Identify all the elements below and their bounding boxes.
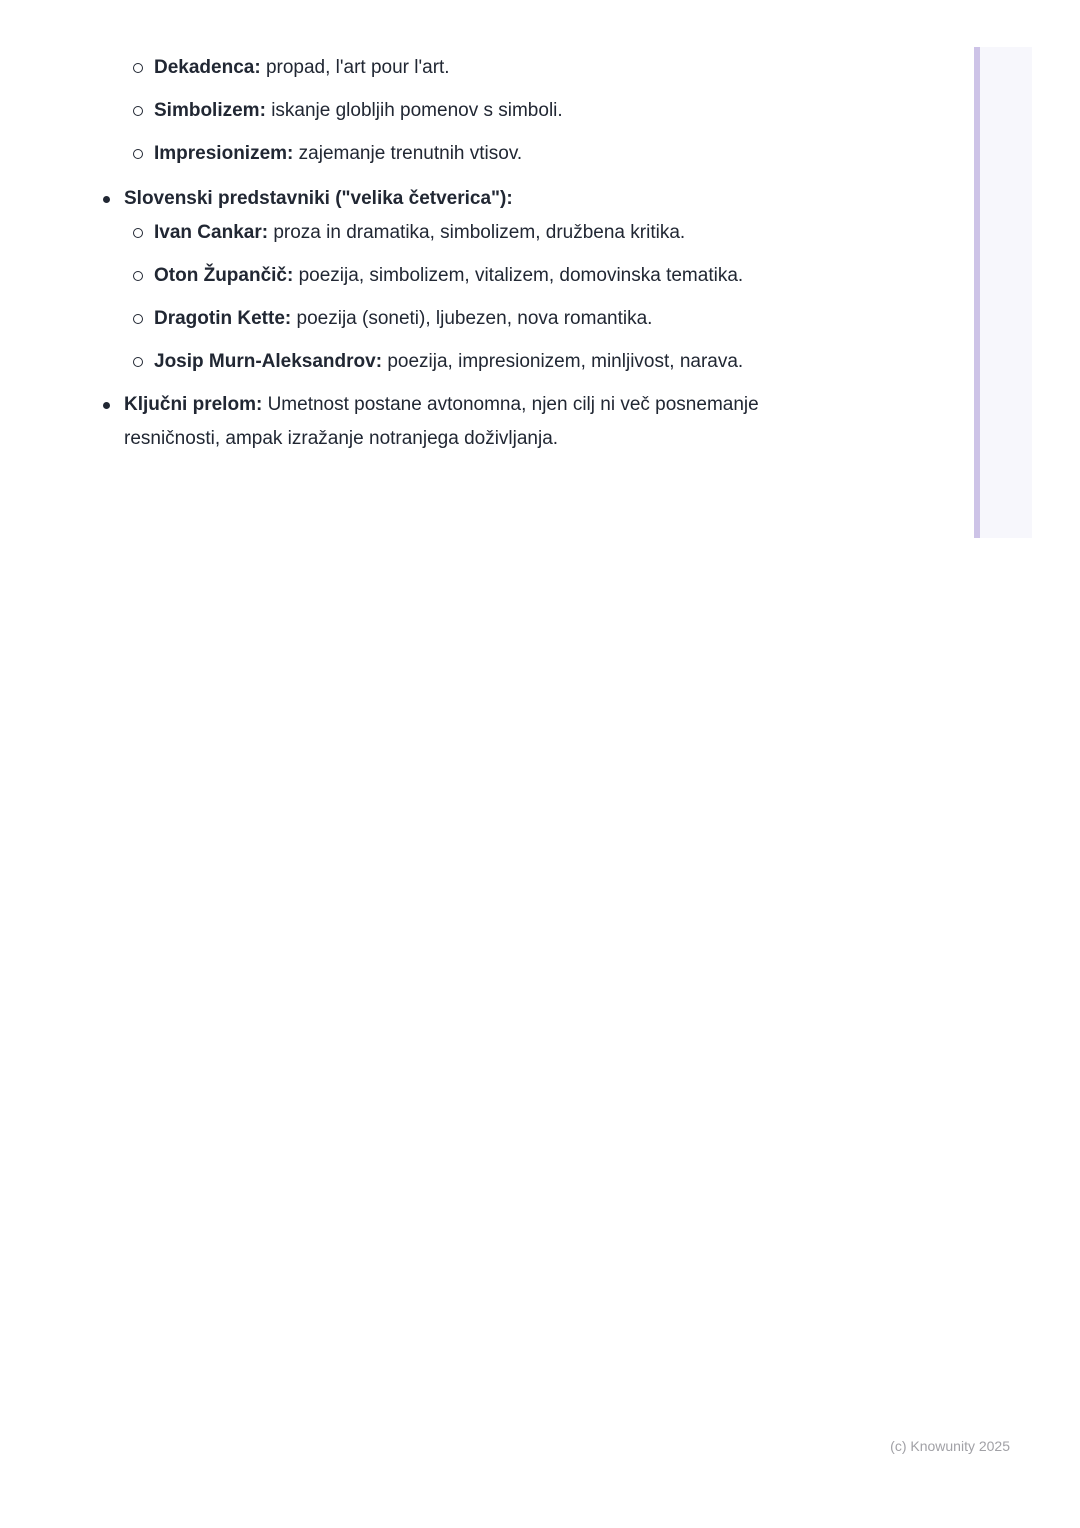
item-description: Umetnost postane avtonomna, njen cilj ni več posnemanje resničnosti, ampak izražanje notranjega doživljanja. — [124, 394, 759, 449]
list-item — [154, 302, 804, 336]
item-term: Josip Murn-Aleksandrov: — [154, 351, 383, 372]
item-term: Ključni prelom: — [124, 394, 263, 415]
list-item — [154, 259, 804, 293]
item-description: zajemanje trenutnih vtisov. — [298, 143, 523, 164]
item-description: propad, l'art pour l'art. — [265, 57, 450, 78]
adjacent-panel-preview — [980, 47, 1032, 538]
main-list — [0, 182, 1080, 456]
item-term: Oton Župančič: — [154, 265, 294, 286]
list-item — [154, 345, 804, 379]
item-term: Dekadenca: — [154, 57, 261, 78]
item-term: Impresionizem: — [154, 143, 294, 164]
item-description: poezija, impresionizem, minljivost, narava. — [387, 351, 744, 372]
list-item — [154, 51, 834, 85]
copyright-notice: (c) Knowunity 2025 — [890, 1438, 1010, 1454]
sub-list — [124, 216, 804, 379]
list-item — [124, 388, 804, 456]
item-description: poezija, simbolizem, vitalizem, domovinska tematika. — [298, 265, 744, 286]
document-page-content — [0, 51, 1080, 465]
item-description: proza in dramatika, simbolizem, družbena kritika. — [273, 222, 686, 243]
item-term: Slovenski predstavniki ("velika četverica"): — [124, 188, 513, 209]
continuation-sub-list — [0, 51, 1080, 171]
list-item — [154, 94, 834, 128]
item-term: Simbolizem: — [154, 100, 266, 121]
item-term: Ivan Cankar: — [154, 222, 269, 243]
list-item — [124, 182, 804, 379]
list-item — [154, 216, 804, 250]
item-description: poezija (soneti), ljubezen, nova romantika. — [296, 308, 653, 329]
item-description: iskanje globljih pomenov s simboli. — [271, 100, 563, 121]
list-item — [154, 137, 834, 171]
item-term: Dragotin Kette: — [154, 308, 292, 329]
